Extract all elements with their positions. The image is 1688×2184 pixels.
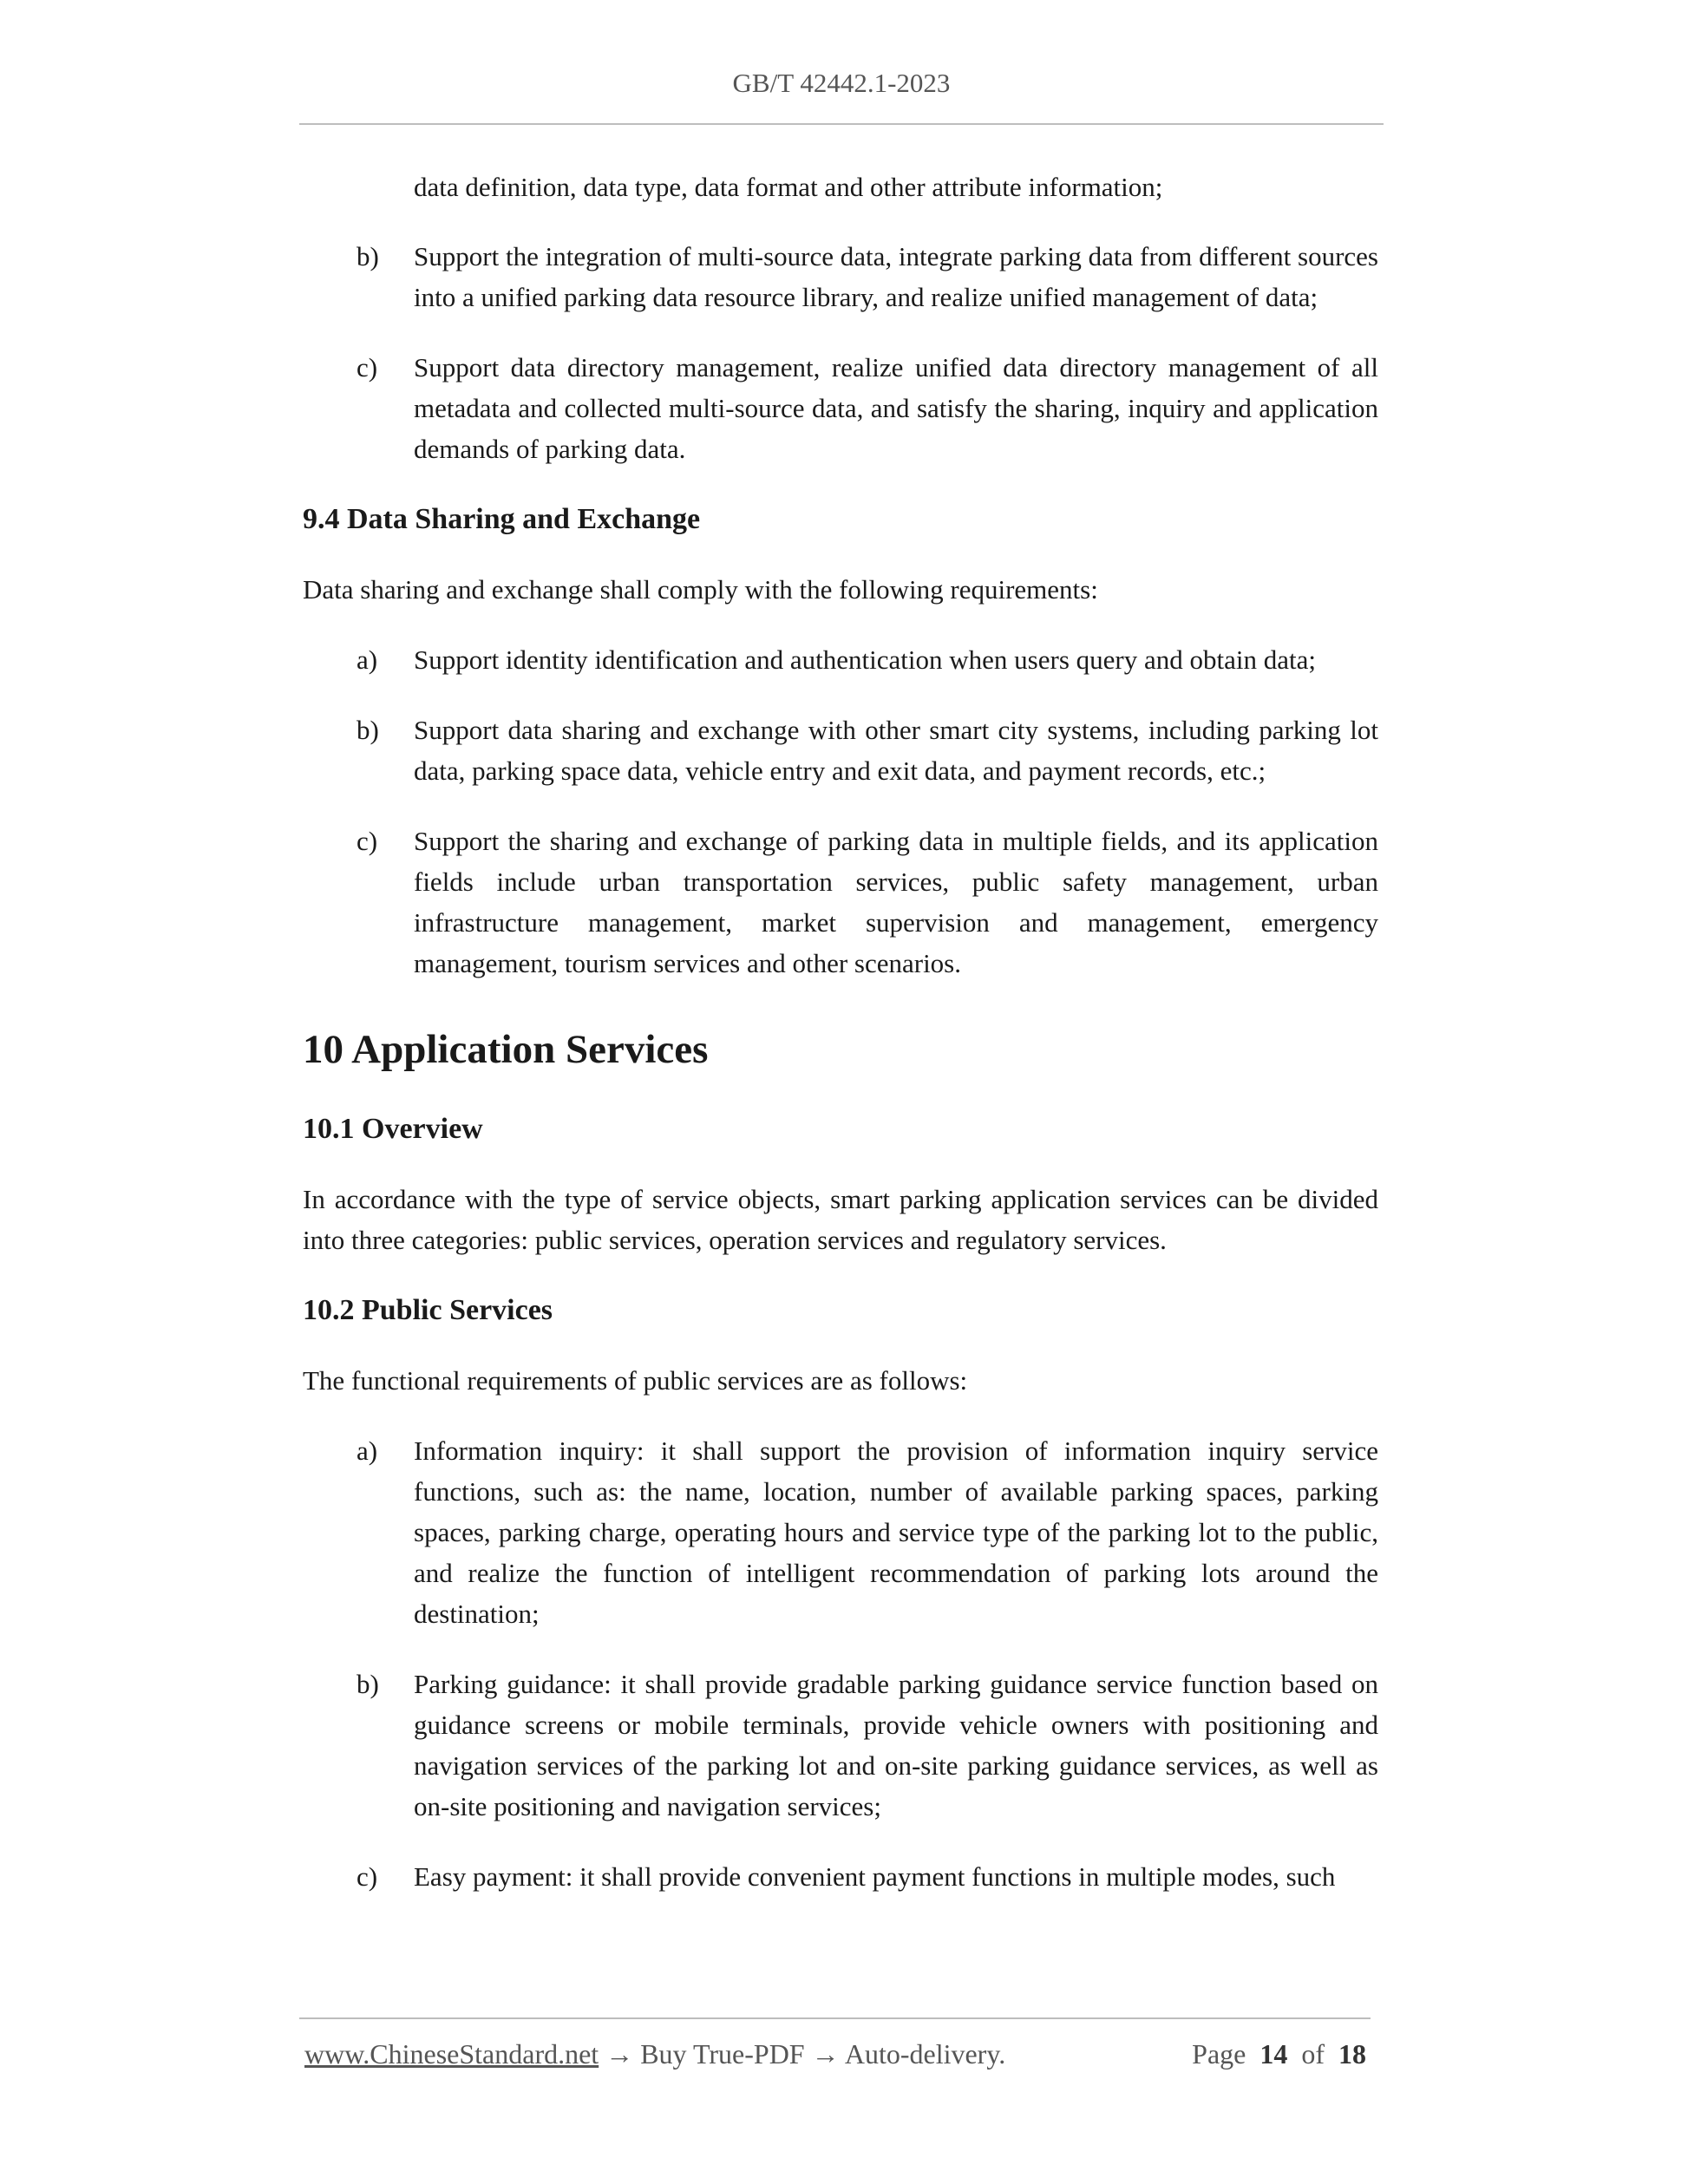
- section-intro: Data sharing and exchange shall comply with the following requirements:: [303, 574, 1098, 605]
- list-item-text: Support the sharing and exchange of parking data in multiple fields, and its application fields include urban transportation services, public safety management, urban infrastructure management, market supervision and management, emergency management, tourism services and other scenarios.: [414, 826, 1378, 978]
- arrow-icon: →: [605, 2038, 634, 2070]
- list-item-text: Support data sharing and exchange with other smart city systems, including parking lot data, parking space data, vehicle entry and exit data, and payment records, etc.;: [414, 715, 1378, 786]
- list-item: [303, 639, 1378, 680]
- document-code-header: GB/T 42442.1-2023: [732, 68, 951, 98]
- list-item-text: Parking guidance: it shall provide gradable parking guidance service function based on guidance screens or mobile terminals, provide vehicle owners with positioning and navigation services of the parking lot and on-site parking guidance services, as well as on-site positioning and navigation services;: [414, 1669, 1378, 1821]
- list-item: [303, 821, 1378, 984]
- list-item-text: Support the integration of multi-source data, integrate parking data from different sources into a unified parking data resource library, and realize unified management of data;: [414, 241, 1378, 312]
- list-item-text: Support identity identification and authentication when users query and obtain data;: [414, 644, 1316, 675]
- arrow-icon: →: [811, 2038, 840, 2070]
- section-heading-9-4: 9.4 Data Sharing and Exchange: [303, 503, 701, 535]
- list-item-text: Support data directory management, realize unified data directory management of all metadata and collected multi-source data, and satisfy the sharing, inquiry and application demands of parking data.: [414, 352, 1378, 464]
- section-heading-10-1: 10.1 Overview: [303, 1113, 483, 1145]
- footer-divider: [299, 2017, 1371, 2019]
- list-item-text: Easy payment: it shall provide convenient payment functions in multiple modes, such: [414, 1861, 1336, 1892]
- list-item: [303, 1664, 1378, 1827]
- website-link[interactable]: www.ChineseStandard.net: [304, 2038, 599, 2070]
- current-page: 14: [1259, 2038, 1288, 2070]
- buy-pdf-text: Buy True-PDF: [640, 2038, 805, 2070]
- page-label: Page: [1192, 2038, 1246, 2070]
- page-body: [303, 167, 1378, 1897]
- list-item: [303, 1430, 1378, 1634]
- chapter-heading-10: 10 Application Services: [303, 1027, 709, 1072]
- list-item-text: Information inquiry: it shall support the provision of information inquiry service functions, such as: the name, location, number of available parking spaces, parking spaces, parking charge, operating hours and service type of the parking lot to the public, and realize the function of intelligent recommendation of parking lots around the destination;: [414, 1435, 1378, 1629]
- section-intro: The functional requirements of public services are as follows:: [303, 1365, 968, 1396]
- list-marker: b): [357, 715, 379, 745]
- section-heading-10-2: 10.2 Public Services: [303, 1294, 553, 1326]
- list-marker: a): [357, 644, 378, 675]
- list-marker: c): [357, 826, 378, 856]
- header-divider: [299, 123, 1384, 125]
- list-marker: b): [357, 241, 379, 271]
- page-number-indicator: [1192, 2037, 1366, 2071]
- of-label: of: [1301, 2038, 1325, 2070]
- list-item: [303, 1856, 1378, 1897]
- list-marker: c): [357, 352, 378, 383]
- list-marker: a): [357, 1435, 378, 1466]
- list-marker: b): [357, 1669, 379, 1699]
- page-footer: [304, 2037, 1371, 2071]
- list-item: [303, 236, 1378, 317]
- total-pages: 18: [1338, 2038, 1366, 2070]
- auto-delivery-text: Auto-delivery.: [844, 2038, 1006, 2070]
- continued-list-text: data definition, data type, data format and other attribute information;: [414, 172, 1163, 202]
- section-text: In accordance with the type of service objects, smart parking application services can be divided into three categories: public services, operation services and regulatory services.: [303, 1184, 1378, 1255]
- list-item: [303, 709, 1378, 791]
- list-item: [303, 347, 1378, 469]
- list-marker: c): [357, 1861, 378, 1892]
